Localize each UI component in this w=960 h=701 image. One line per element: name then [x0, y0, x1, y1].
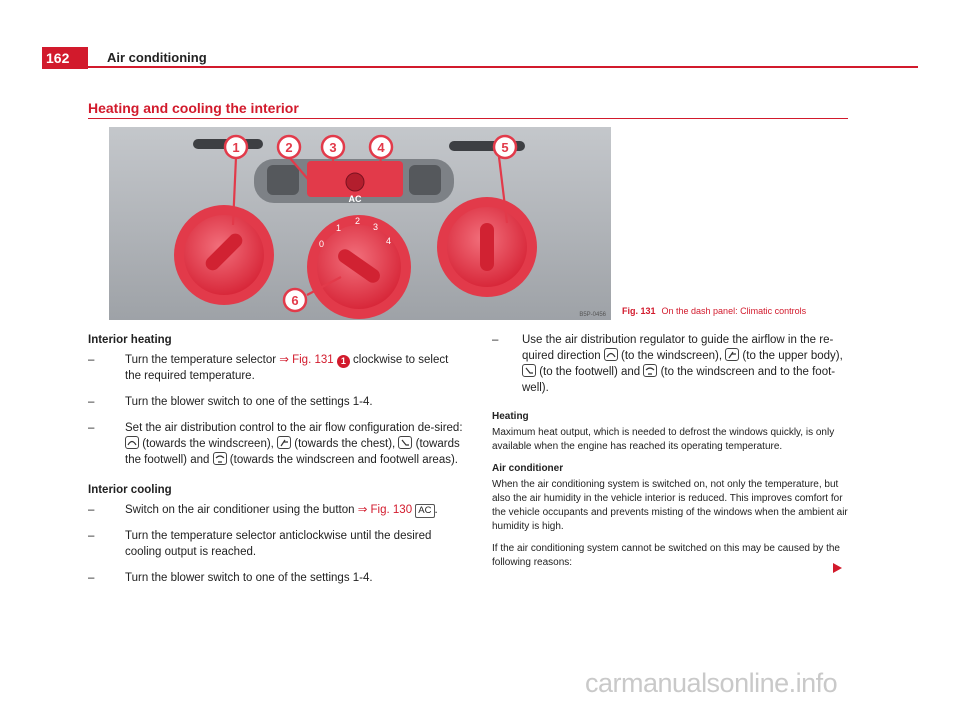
- section-rule: [88, 118, 848, 119]
- section-title: Heating and cooling the interior: [88, 100, 299, 116]
- panel-label: AC: [348, 194, 362, 204]
- callout-4-label: 4: [377, 140, 385, 155]
- seat-heat-right-button: [409, 165, 441, 195]
- cooling-step-3-text: Turn the blower switch to one of the settings 1-4.: [125, 572, 373, 584]
- windscreen-footwell-icon: [213, 452, 227, 465]
- heating-step-1: – Turn the temperature selector ⇒ Fig. 131 1 clockwise to select the required temperature.: [88, 354, 449, 382]
- heating-note-heading: Heating: [492, 411, 529, 422]
- notes-block: [492, 410, 848, 570]
- cooling-step-1: – Switch on the air conditioner using the button ⇒ Fig. 130 AC .: [88, 504, 438, 516]
- callout-3-label: 3: [329, 140, 337, 155]
- cooling-step-2-text: Turn the temperature selector anticlockwise until the desired cooling output is reached.: [125, 530, 432, 558]
- callout-6-label: 6: [291, 293, 299, 308]
- fig-130-link[interactable]: ⇒ Fig. 130: [357, 504, 413, 516]
- dial-number-0: 0: [319, 239, 325, 249]
- left-column: [88, 332, 464, 596]
- dial-number-1: 1: [336, 223, 342, 233]
- upper-body-airflow-icon: [725, 348, 739, 361]
- windscreen-icon-2: [604, 348, 618, 361]
- heating-step-3: – Set the air distribution control to the air flow configuration de-sired: (towards the windscreen), (towards the chest), (towards the footwell) and (towards the windscreen and footwell areas).: [88, 422, 463, 466]
- interior-heating-heading: Interior heating: [88, 334, 172, 346]
- fig-131-link[interactable]: ⇒ Fig. 131: [279, 354, 334, 366]
- continued-arrow-icon: [833, 563, 842, 573]
- heating-step-2: – Turn the blower switch to one of the settings 1-4.: [88, 396, 373, 408]
- cooling-step-2: – Turn the temperature selector anticlockwise until the desired cooling output is reached.: [88, 530, 432, 558]
- callout-1-label: 1: [232, 140, 240, 155]
- heating-step-1-tail: clockwise to select the required temperature.: [125, 354, 449, 382]
- heating-step-1-text: Turn the temperature selector: [125, 354, 280, 366]
- windscreen-footwell-icon-2: [643, 364, 657, 377]
- interior-cooling-heading: Interior cooling: [88, 484, 172, 496]
- ac-note-heading: Air conditioner: [492, 463, 564, 474]
- footwell-airflow-icon: [398, 436, 412, 449]
- callout-2-label: 2: [285, 140, 293, 155]
- distribution-step: – Use the air distribution regulator to guide the airflow in the re-quired direction (to the windscreen), (to the upper body), (to the footwell) and (to the windscreen and to the foot-well).: [492, 334, 843, 394]
- dial-number-2: 2: [355, 216, 361, 226]
- header-rule: [88, 66, 918, 68]
- heating-note-text: Maximum heat output, which is needed to defrost the windows quickly, is only available when the engine has reached its operating temperature.: [492, 427, 835, 452]
- heating-step-2-text: Turn the blower switch to one of the settings 1-4.: [125, 396, 373, 408]
- distribution-step-text: Use the air distribution regulator to guide the airflow in the re-quired direction: [522, 334, 834, 362]
- heating-step-3-text: Set the air distribution control to the air flow configuration de-sired:: [125, 422, 463, 434]
- callout-ref-1: 1: [337, 355, 350, 368]
- running-title: Air conditioning: [107, 50, 207, 65]
- windscreen-icon: [125, 436, 139, 449]
- image-code: B5P-0456: [579, 312, 606, 318]
- climate-controls-figure: [109, 127, 611, 320]
- right-column: [492, 332, 848, 578]
- seat-heat-left-button: [267, 165, 299, 195]
- footwell-airflow-icon-2: [522, 364, 536, 377]
- cooling-step-3: – Turn the blower switch to one of the settings 1-4.: [88, 572, 373, 584]
- dial-number-4: 4: [386, 236, 392, 246]
- ac-note-text: When the air conditioning system is switched on, not only the temperature, but also the air humidity in the vehicle interior is reduced. This improves comfort for the vehicle occupants and prevents misting of the windows when the ambient air humidity is high.: [492, 479, 848, 532]
- figure-caption-text: On the dash panel: Climatic controls: [661, 306, 807, 316]
- cooling-step-1-text: Switch on the air conditioner using the button: [125, 504, 358, 516]
- figure-number: Fig. 131: [622, 306, 656, 316]
- ac-key-symbol: AC: [415, 504, 434, 518]
- dial-number-3: 3: [373, 222, 379, 232]
- chest-airflow-icon: [277, 436, 291, 449]
- callout-5-label: 5: [501, 140, 509, 155]
- page-number: 162: [42, 47, 88, 69]
- ac-failure-text: If the air conditioning system cannot be switched on this may be caused by the following reasons:: [492, 543, 840, 568]
- figure-caption: [622, 306, 806, 316]
- watermark: carmanualsonline.info: [585, 668, 838, 698]
- climate-panel-illustration: [109, 127, 611, 320]
